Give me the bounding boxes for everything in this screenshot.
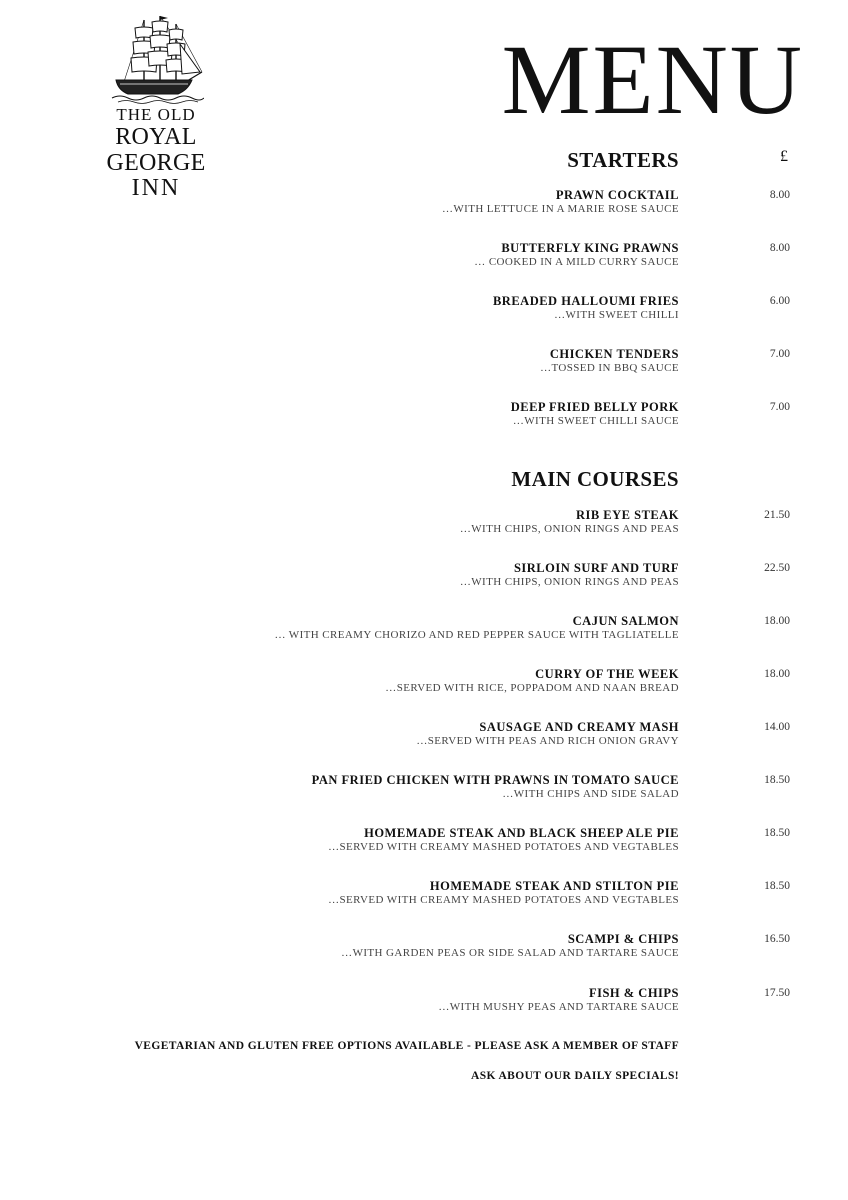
item-description: …WITH MUSHY PEAS AND TARTARE SAUCE [438,1001,679,1013]
item-name: RIB EYE STEAK [575,508,679,522]
starter-item [493,294,679,322]
item-description: …WITH SWEET CHILLI SAUCE [512,415,679,427]
logo-line-2: ROYAL GEORGE [106,124,206,176]
item-description: …WITH CHIPS AND SIDE SALAD [502,788,679,800]
item-price: 18.50 [764,774,790,786]
item-name: SIRLOIN SURF AND TURF [513,561,679,575]
item-price: 6.00 [769,295,790,307]
item-name: FISH & CHIPS [588,986,679,1000]
currency-symbol: £ [780,148,788,165]
item-price: 8.00 [769,189,790,201]
item-name: HOMEMADE STEAK AND BLACK SHEEP ALE PIE [364,826,679,840]
logo-line-1: THE OLD [116,105,196,124]
starters-heading: STARTERS [567,148,679,172]
item-description: …WITH SWEET CHILLI [554,309,679,321]
mains-heading: MAIN COURSES [511,467,679,491]
item-description: … COOKED IN A MILD CURRY SAUCE [474,256,679,268]
item-name: CHICKEN TENDERS [549,347,679,361]
main-item [341,932,679,960]
menu-title: MENU [501,24,804,135]
item-description: …TOSSED IN BBQ SAUCE [540,362,679,374]
main-item [438,986,679,1014]
item-price: 8.00 [769,242,790,254]
item-name: PAN FRIED CHICKEN WITH PRAWNS IN TOMATO SAUCE [311,773,679,787]
item-price: 21.50 [764,509,790,521]
item-name: DEEP FRIED BELLY PORK [510,400,679,414]
item-description: …SERVED WITH CREAMY MASHED POTATOES AND VEGTABLES [328,894,679,906]
main-item [460,561,679,589]
item-name: SAUSAGE AND CREAMY MASH [479,720,679,734]
item-name: HOMEMADE STEAK AND STILTON PIE [429,879,679,893]
main-item [328,826,679,854]
starter-item [474,241,679,269]
item-description: … WITH CREAMY CHORIZO AND RED PEPPER SAUCE WITH TAGLIATELLE [274,629,679,641]
starter-item [511,400,679,428]
item-price: 7.00 [769,401,790,413]
main-item [312,773,679,801]
item-description: …SERVED WITH CREAMY MASHED POTATOES AND VEGTABLES [328,841,679,853]
main-item [274,614,679,642]
inn-logo [70,14,242,200]
logo-line-3: INN [131,175,181,201]
item-price: 18.00 [764,615,790,627]
item-price: 7.00 [769,348,790,360]
item-price: 22.50 [764,562,790,574]
item-description: …SERVED WITH RICE, POPPADOM AND NAAN BREAD [385,682,679,694]
item-description: …WITH CHIPS, ONION RINGS AND PEAS [459,576,679,588]
main-item [328,879,679,907]
main-item [416,720,679,748]
item-name: SCAMPI & CHIPS [567,932,679,946]
item-name: PRAWN COCKTAIL [555,188,679,202]
sailing-ship-icon [108,14,204,104]
item-price: 18.50 [764,880,790,892]
item-price: 18.50 [764,827,790,839]
item-price: 14.00 [764,721,790,733]
item-price: 16.50 [764,933,790,945]
item-description: …WITH CHIPS, ONION RINGS AND PEAS [459,523,679,535]
main-item [385,667,679,695]
item-name: CURRY OF THE WEEK [535,667,679,681]
item-name: BUTTERFLY KING PRAWNS [501,241,679,255]
item-description: …SERVED WITH PEAS AND RICH ONION GRAVY [416,735,679,747]
item-name: CAJUN SALMON [572,614,679,628]
dietary-note: VEGETARIAN AND GLUTEN FREE OPTIONS AVAILABLE - PLEASE ASK A MEMBER OF STAFF [134,1040,679,1052]
main-item [460,508,679,536]
item-price: 18.00 [764,668,790,680]
item-price: 17.50 [764,987,790,999]
item-name: BREADED HALLOUMI FRIES [492,294,679,308]
starter-item [442,188,679,216]
specials-note: ASK ABOUT OUR DAILY SPECIALS! [470,1070,679,1082]
item-description: …WITH GARDEN PEAS OR SIDE SALAD AND TARTARE SAUCE [341,947,679,959]
item-description: …WITH LETTUCE IN A MARIE ROSE SAUCE [441,203,679,215]
starter-item [540,347,679,375]
